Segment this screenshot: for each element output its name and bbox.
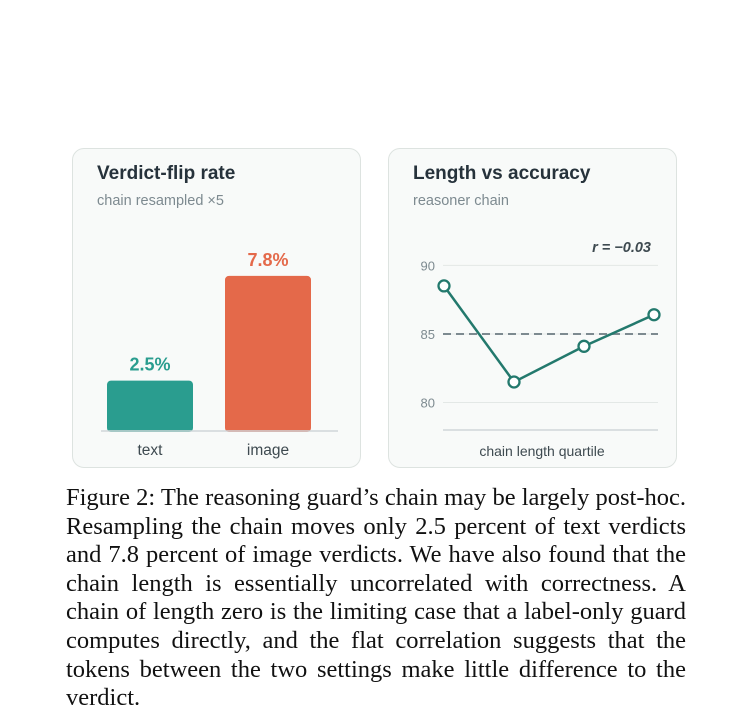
data-point-4 <box>649 309 660 320</box>
bar-value-label-text: 2.5% <box>129 354 171 375</box>
length-accuracy-panel <box>388 148 677 468</box>
bar-image <box>225 276 311 432</box>
flip-rate-subtitle: chain resampled ×5 <box>97 193 224 209</box>
bar-value-label-image: 7.8% <box>247 249 289 270</box>
length-accuracy-subtitle: reasoner chain <box>413 193 509 209</box>
y-tick-label-90: 90 <box>420 258 435 274</box>
data-point-2 <box>509 376 520 387</box>
data-point-3 <box>579 341 590 352</box>
category-label-text: text <box>137 442 163 459</box>
length-accuracy-title: Length vs accuracy <box>413 163 591 184</box>
x-axis-label: chain length quartile <box>479 443 605 459</box>
bar-text <box>107 381 193 432</box>
flip-rate-panel <box>72 148 361 468</box>
data-point-1 <box>439 280 450 291</box>
flip-rate-title: Verdict-flip rate <box>97 163 236 184</box>
category-label-image: image <box>246 442 290 459</box>
figure-caption: Figure 2: The reasoning guard’s chain may be largely post-hoc. Resampling the chain moves only 2.5 percent of text verdicts and 7.8 percent of image verdicts. We have also found that the chain length is essentially uncorrelated with correctness. A chain of length zero is the limiting case that a label-only guard computes directly, and the flat correlation suggests that the tokens between the two settings make little difference to the verdict. <box>66 484 686 712</box>
correlation-annotation: r = −0.03 <box>592 240 651 256</box>
y-tick-label-80: 80 <box>420 395 435 411</box>
length-accuracy-chart <box>389 149 677 468</box>
y-tick-label-85: 85 <box>420 326 435 342</box>
flip-rate-chart <box>73 149 361 468</box>
